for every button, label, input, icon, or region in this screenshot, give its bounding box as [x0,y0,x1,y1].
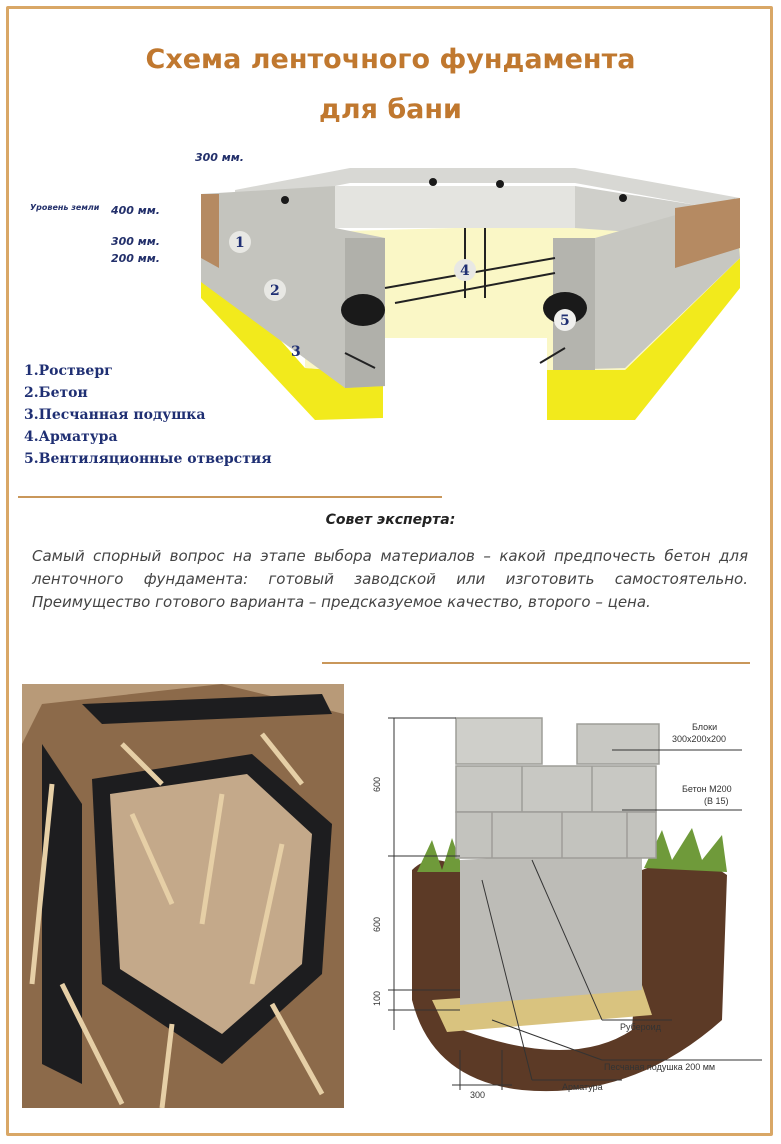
divider-bottom [322,662,750,664]
label-blocks-size: 300х200х200 [672,734,727,744]
legend-item: 1.Ростверг [24,363,113,379]
label-ruberoid: Рубероид [620,1022,661,1032]
dim-400: 400 мм. [111,204,160,217]
marker-1: 1 [235,235,245,251]
foundation-cross-section-diagram [372,700,764,1120]
divider-top [18,496,442,498]
label-concrete: Бетон М200 [682,784,732,794]
dim-300: 300 мм. [111,235,160,248]
dim-300-top: 300 мм. [195,151,244,164]
expert-tip-text: Самый спорный вопрос на этапе выбора материалов – какой предпочесть бетон для ленточного фундамента: готовый заводской или изготовить самостоятельно. Преимущество готового варианта – предсказуемое качество, второго – цена. [32,547,748,611]
legend-item: 4.Арматура [24,429,118,445]
marker-2: 2 [270,283,280,299]
legend-item: 3.Песчанная подушка [24,407,206,423]
dim-200: 200 мм. [111,252,160,265]
expert-tip-heading: Совет эксперта: [325,512,456,528]
foundation-scheme-illustration [195,158,755,438]
section-dim-100: 100 [372,990,382,1006]
marker-4: 4 [460,263,470,279]
label-rebar: Арматура [562,1082,603,1092]
ground-level-label: Уровень земли [30,203,100,212]
legend-item: 2.Бетон [24,385,88,401]
page-title-line2: для бани [319,94,462,125]
scheme-legend [24,360,272,470]
section-dim-600-upper: 600 [372,776,382,792]
legend-item: 5.Вентиляционные отверстия [24,451,272,467]
marker-3: 3 [291,344,301,360]
label-sand-cushion: Песчаная подушка 200 мм [604,1062,716,1072]
page-title-line1: Схема ленточного фундамента [145,44,636,75]
section-dim-300: 300 [470,1090,486,1100]
label-concrete-class: (В 15) [704,796,729,806]
marker-5: 5 [560,313,570,329]
foundation-formwork-photo [22,684,344,1108]
section-dim-600-lower: 600 [372,916,382,932]
label-blocks: Блоки [692,722,718,732]
